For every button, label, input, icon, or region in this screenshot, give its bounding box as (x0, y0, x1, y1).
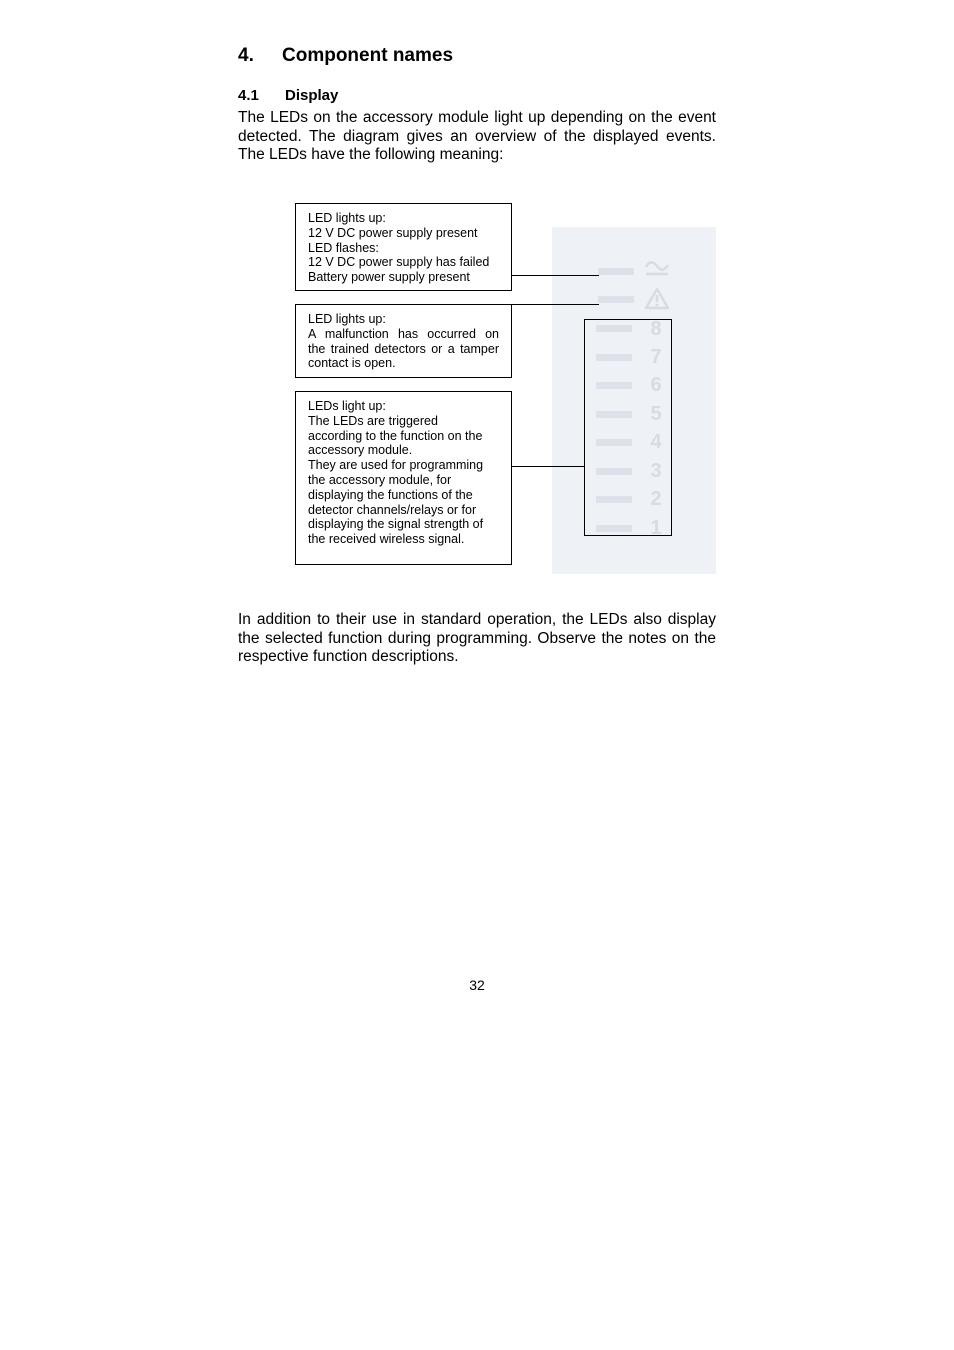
led-number-label: 4 (650, 431, 662, 453)
callout-line: displaying the signal strength of (308, 517, 484, 532)
led-number-label: 3 (650, 460, 662, 482)
callout-line: contact is open. (308, 356, 396, 371)
led-number-label: 2 (650, 488, 662, 510)
led-number-label: 7 (650, 346, 662, 368)
callout-line: LED lights up: (308, 312, 386, 326)
callout-line: 12 V DC power supply present (308, 225, 478, 240)
led-number-label: 8 (650, 318, 662, 340)
subsection-number: 4.1 (238, 87, 259, 104)
outro-paragraph: In addition to their use in standard operation, the LEDs also display the selected function during programming. Observe the notes on the respective function descriptions. (238, 611, 716, 666)
section-number: 4. (238, 45, 254, 66)
callout-line: detector channels/relays or for (308, 502, 477, 517)
callout-line: the received wireless signal. (308, 532, 465, 547)
section-title: Component names (282, 45, 454, 66)
callout-line: the trained detectors or a tamper (308, 341, 499, 356)
callout-line: LED lights up: (308, 211, 386, 225)
callout-line: They are used for programming (308, 458, 484, 473)
callout-line: A malfunction has occurred on (308, 326, 499, 341)
led-number-label: 1 (650, 517, 662, 539)
callout-line: LEDs light up: (308, 399, 386, 413)
callout-line: the accessory module, for (308, 472, 452, 487)
callout-line: Battery power supply present (308, 270, 470, 285)
callout-line: accessory module. (308, 443, 413, 458)
led-number-label: 6 (650, 374, 662, 396)
callout-line: according to the function on the (308, 428, 483, 443)
intro-paragraph: The LEDs on the accessory module light up depending on the event detected. The diagram gives an overview of the displayed events. The LEDs have the following meaning: (238, 109, 716, 164)
callout-line: LED flashes: (308, 240, 379, 255)
page-number: 32 (469, 977, 485, 993)
subsection-title: Display (285, 87, 339, 104)
callout-line: 12 V DC power supply has failed (308, 255, 490, 270)
callout-line: displaying the functions of the (308, 487, 473, 502)
led-number-label: 5 (650, 403, 662, 425)
callout-line: The LEDs are triggered (308, 413, 438, 428)
